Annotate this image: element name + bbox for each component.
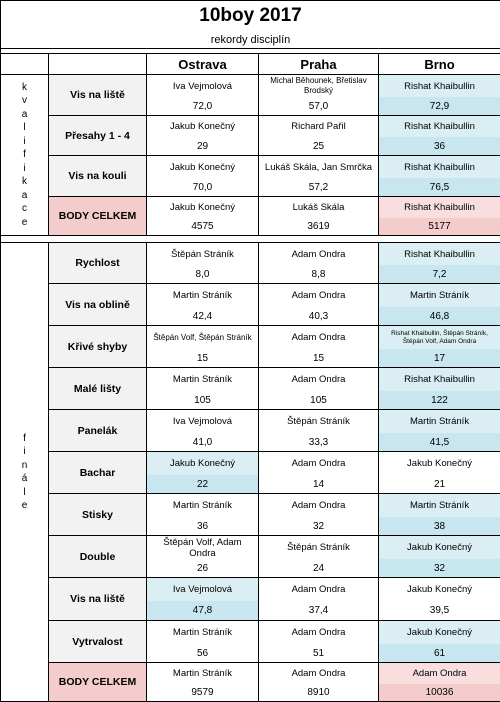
record-value-brno: 38 — [379, 517, 500, 536]
phase-letter: i — [1, 162, 48, 176]
record-value-praha: 8910 — [259, 684, 379, 702]
page-title: 10boy 2017 — [1, 1, 500, 32]
record-value-ostrava: 56 — [147, 644, 259, 663]
record-holder-praha: Richard Pařil — [259, 116, 379, 138]
record-value-ostrava: 36 — [147, 517, 259, 536]
record-holder-praha: Adam Ondra — [259, 284, 379, 308]
column-header-brno: Brno — [379, 54, 500, 75]
finale-phase-label — [1, 243, 49, 702]
record-holder-brno: Rishat Khaibullin, Štěpán Stráník, Štěpán Volf, Adam Ondra — [379, 326, 500, 350]
record-value-brno: 32 — [379, 559, 500, 578]
record-value-ostrava: 8,0 — [147, 265, 259, 284]
record-value-ostrava: 70,0 — [147, 178, 259, 197]
record-holder-brno: Jakub Konečný — [379, 621, 500, 645]
record-value-ostrava: 47,8 — [147, 601, 259, 621]
record-holder-ostrava: Martin Stráník — [147, 663, 259, 685]
discipline-label: Vytrvalost — [49, 621, 147, 663]
record-value-ostrava: 41,0 — [147, 433, 259, 452]
record-value-brno: 72,9 — [379, 97, 500, 116]
discipline-label: Vis na oblině — [49, 284, 147, 326]
discipline-label: BODY CELKEM — [49, 663, 147, 702]
record-value-brno: 46,8 — [379, 307, 500, 326]
record-holder-ostrava: Iva Vejmolová — [147, 578, 259, 602]
record-holder-praha: Štěpán Stráník — [259, 410, 379, 434]
discipline-label: Vis na liště — [49, 75, 147, 116]
record-holder-praha: Lukáš Skála — [259, 197, 379, 219]
record-value-brno: 76,5 — [379, 178, 500, 197]
record-row-names — [1, 243, 500, 266]
phase-letter: a — [1, 189, 48, 203]
discipline-label: Bachar — [49, 452, 147, 494]
record-holder-ostrava: Štěpán Volf, Štěpán Stráník — [147, 326, 259, 350]
record-row-names — [1, 116, 500, 138]
record-holder-praha: Adam Ondra — [259, 578, 379, 602]
record-value-praha: 37,4 — [259, 601, 379, 621]
record-holder-ostrava: Jakub Konečný — [147, 116, 259, 138]
record-value-brno: 21 — [379, 475, 500, 494]
record-row-names — [1, 368, 500, 392]
record-row-names — [1, 284, 500, 308]
phase-letter: i — [1, 445, 48, 459]
record-value-praha: 8,8 — [259, 265, 379, 284]
record-holder-praha: Adam Ondra — [259, 494, 379, 518]
record-holder-ostrava: Jakub Konečný — [147, 156, 259, 179]
kvalifikace-phase-label — [1, 75, 49, 236]
record-value-brno: 7,2 — [379, 265, 500, 284]
phase-letter: l — [1, 486, 48, 500]
discipline-label: Malé lišty — [49, 368, 147, 410]
record-row-names — [1, 156, 500, 179]
record-value-praha: 51 — [259, 644, 379, 663]
record-row-names — [1, 494, 500, 518]
record-value-brno: 36 — [379, 137, 500, 156]
page-subtitle: rekordy disciplín — [1, 31, 500, 49]
discipline-label: Vis na liště — [49, 578, 147, 621]
column-header-ostrava: Ostrava — [147, 54, 259, 75]
record-holder-ostrava: Martin Stráník — [147, 284, 259, 308]
discipline-label: Přesahy 1 - 4 — [49, 116, 147, 156]
record-holder-brno: Jakub Konečný — [379, 452, 500, 476]
record-holder-brno: Adam Ondra — [379, 663, 500, 685]
record-value-brno: 61 — [379, 644, 500, 663]
phase-letter: f — [1, 432, 48, 446]
record-value-ostrava: 22 — [147, 475, 259, 494]
record-value-brno: 5177 — [379, 218, 500, 236]
record-holder-brno: Martin Stráník — [379, 410, 500, 434]
record-holder-brno: Rishat Khaibullin — [379, 368, 500, 392]
record-holder-praha: Štěpán Stráník — [259, 536, 379, 560]
record-holder-brno: Martin Stráník — [379, 284, 500, 308]
record-value-praha: 3619 — [259, 218, 379, 236]
record-holder-praha: Adam Ondra — [259, 621, 379, 645]
record-value-praha: 15 — [259, 349, 379, 368]
record-value-praha: 40,3 — [259, 307, 379, 326]
record-value-ostrava: 29 — [147, 137, 259, 156]
record-holder-ostrava: Iva Vejmolová — [147, 410, 259, 434]
discipline-label: Vis na kouli — [49, 156, 147, 197]
phase-letter: k — [1, 81, 48, 95]
corner-cell — [1, 54, 49, 75]
record-holder-praha: Adam Ondra — [259, 452, 379, 476]
record-holder-ostrava: Martin Stráník — [147, 494, 259, 518]
record-holder-brno: Rishat Khaibullin — [379, 156, 500, 179]
record-value-ostrava: 4575 — [147, 218, 259, 236]
record-holder-brno: Jakub Konečný — [379, 578, 500, 602]
record-holder-ostrava: Iva Vejmolová — [147, 75, 259, 98]
discipline-label: Panelák — [49, 410, 147, 452]
phase-letter: f — [1, 148, 48, 162]
record-holder-ostrava: Jakub Konečný — [147, 197, 259, 219]
record-row-names — [1, 578, 500, 602]
phase-letter: e — [1, 216, 48, 230]
record-value-brno: 41,5 — [379, 433, 500, 452]
record-row-names — [1, 410, 500, 434]
record-holder-ostrava: Martin Stráník — [147, 621, 259, 645]
phase-letter: v — [1, 94, 48, 108]
phase-letter: c — [1, 202, 48, 216]
record-value-praha: 14 — [259, 475, 379, 494]
record-row-names — [1, 75, 500, 98]
record-value-brno: 17 — [379, 349, 500, 368]
discipline-label: Stisky — [49, 494, 147, 536]
phase-letter: á — [1, 472, 48, 486]
phase-letter: e — [1, 499, 48, 513]
discipline-label: BODY CELKEM — [49, 197, 147, 236]
record-value-ostrava: 42,4 — [147, 307, 259, 326]
record-holder-brno: Jakub Konečný — [379, 536, 500, 560]
record-value-ostrava: 105 — [147, 391, 259, 410]
record-holder-brno: Rishat Khaibullin — [379, 75, 500, 98]
record-holder-praha: Adam Ondra — [259, 663, 379, 685]
record-holder-ostrava: Martin Stráník — [147, 368, 259, 392]
phase-letter: a — [1, 108, 48, 122]
record-holder-brno: Martin Stráník — [379, 494, 500, 518]
record-holder-ostrava: Jakub Konečný — [147, 452, 259, 476]
discipline-label: Rychlost — [49, 243, 147, 284]
record-row-names — [1, 452, 500, 476]
record-value-praha: 25 — [259, 137, 379, 156]
discipline-label: Křivé shyby — [49, 326, 147, 368]
record-value-praha: 32 — [259, 517, 379, 536]
record-value-ostrava: 15 — [147, 349, 259, 368]
record-row-names — [1, 621, 500, 645]
record-value-praha: 57,2 — [259, 178, 379, 197]
record-value-praha: 24 — [259, 559, 379, 578]
record-row-names — [1, 536, 500, 560]
discipline-label: Double — [49, 536, 147, 578]
record-holder-praha: Adam Ondra — [259, 326, 379, 350]
record-value-ostrava: 72,0 — [147, 97, 259, 116]
record-row-names — [1, 663, 500, 685]
record-holder-praha: Adam Ondra — [259, 368, 379, 392]
record-holder-brno: Rishat Khaibullin — [379, 197, 500, 219]
record-holder-ostrava: Štěpán Volf, Adam Ondra — [147, 536, 259, 560]
record-holder-brno: Rishat Khaibullin — [379, 116, 500, 138]
phase-letter: i — [1, 135, 48, 149]
record-holder-praha: Michal Běhounek, Břetislav Brodský — [259, 75, 379, 98]
record-value-praha: 105 — [259, 391, 379, 410]
record-value-ostrava: 9579 — [147, 684, 259, 702]
record-holder-praha: Lukáš Skála, Jan Smrčka — [259, 156, 379, 179]
phase-letter: k — [1, 175, 48, 189]
phase-letter: l — [1, 121, 48, 135]
discipline-header-cell — [49, 54, 147, 75]
record-row-names — [1, 197, 500, 219]
record-holder-praha: Adam Ondra — [259, 243, 379, 266]
record-value-ostrava: 26 — [147, 559, 259, 578]
phase-letter: n — [1, 459, 48, 473]
record-holder-brno: Rishat Khaibullin — [379, 243, 500, 266]
record-value-brno: 10036 — [379, 684, 500, 702]
record-value-praha: 57,0 — [259, 97, 379, 116]
record-value-brno: 122 — [379, 391, 500, 410]
record-value-brno: 39,5 — [379, 601, 500, 621]
column-header-praha: Praha — [259, 54, 379, 75]
record-row-names — [1, 326, 500, 350]
record-value-praha: 33,3 — [259, 433, 379, 452]
record-holder-ostrava: Štěpán Stráník — [147, 243, 259, 266]
